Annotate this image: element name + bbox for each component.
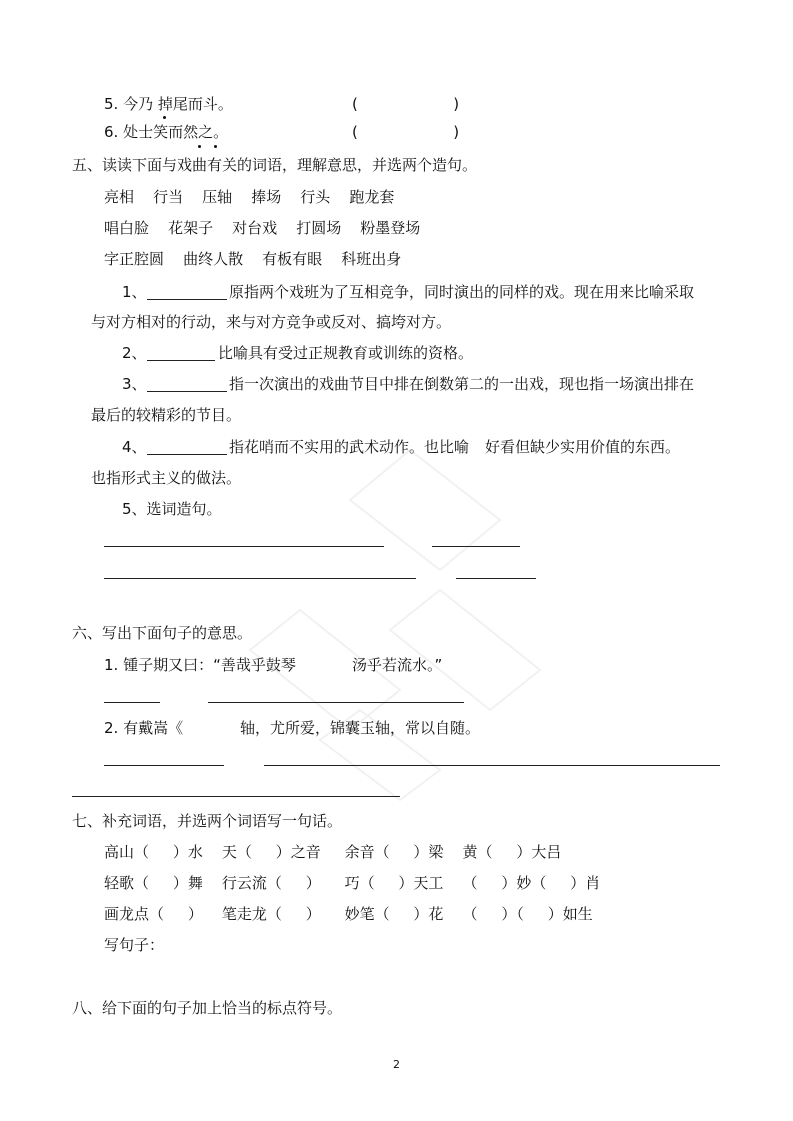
q4-item5-answer-paren: ( ) bbox=[352, 95, 460, 113]
emphasis-dot bbox=[198, 145, 201, 148]
q7-heading: 七、补充词语，并选两个词语写一句话。 bbox=[72, 812, 343, 830]
page-number: 2 bbox=[393, 1058, 400, 1071]
q6-item1-part2: 汤乎若流水。” bbox=[352, 656, 443, 674]
sentence-answer-line[interactable] bbox=[104, 546, 384, 547]
sentence-answer-line[interactable] bbox=[456, 578, 536, 579]
q5-item3-line1: 指一次演出的戏曲节目中排在倒数第二的一出戏，现也指一场演出排在 bbox=[229, 375, 695, 393]
q6-item2-part1: 2. 有戴嵩《 bbox=[104, 719, 184, 737]
q5-item4-line1b: 好看但缺少实用价值的东西。 bbox=[485, 438, 681, 456]
answer-line[interactable] bbox=[72, 796, 400, 797]
q5-item3-line2: 最后的较精彩的节目。 bbox=[91, 406, 242, 424]
q7-idiom-row-3: 画龙点（ ） 笔走龙（ ） 妙笔（ ）花 （ ）（ ）如生 bbox=[104, 905, 593, 923]
q4-item6-answer-paren: ( ) bbox=[352, 123, 460, 141]
q7-idiom-row-1: 高山（ ）水 天（ ）之音 余音（ ）梁 黄（ ）大吕 bbox=[104, 843, 562, 861]
q5-word-row-3: 字正腔圆 曲终人散 有板有眼 科班出身 bbox=[104, 250, 402, 268]
q5-item1-line1: 原指两个戏班为了互相竞争，同时演出的同样的戏。现在用来比喻采取 bbox=[229, 283, 695, 301]
sentence-answer-line[interactable] bbox=[432, 546, 520, 547]
q7-write-sentence-label: 写句子： bbox=[104, 936, 165, 954]
sentence-answer-line[interactable] bbox=[104, 578, 416, 579]
q6-item2-part2: 轴，尤所爱，锦囊玉轴，常以自随。 bbox=[240, 719, 481, 737]
q4-item6-text: 6. 处士笑而然之。 bbox=[104, 123, 229, 141]
q5-item1-number: 1、 bbox=[122, 283, 147, 301]
q5-item5: 5、选词造句。 bbox=[122, 500, 222, 518]
answer-line[interactable] bbox=[264, 765, 720, 766]
q5-word-row-2: 唱白脸 花架子 对台戏 打圆场 粉墨登场 bbox=[104, 219, 421, 237]
q5-item2-number: 2、 bbox=[122, 344, 147, 362]
q5-item1-line2: 与对方相对的行动，来与对方竞争或反对、搞垮对方。 bbox=[91, 313, 452, 331]
q5-item4-line1a: 指花哨而不实用的武术动作。也比喻 bbox=[229, 438, 470, 456]
q5-heading: 五、读读下面与戏曲有关的词语，理解意思，并选两个造句。 bbox=[72, 156, 478, 174]
answer-line[interactable] bbox=[104, 702, 160, 703]
q5-word-row-1: 亮相 行当 压轴 捧场 行头 跑龙套 bbox=[104, 188, 395, 206]
q6-item1-part1: 1. 锺子期又曰：“善哉乎鼓琴 bbox=[104, 656, 296, 674]
q5-item3-blank[interactable] bbox=[147, 391, 227, 392]
q4-item5-text: 5. 今乃 掉尾而斗。 bbox=[104, 95, 233, 113]
q5-item2-text: 比喻具有受过正规教育或训练的资格。 bbox=[218, 344, 474, 362]
q7-idiom-row-2: 轻歌（ ）舞 行云流（ ） 巧（ ）天工 （ ）妙（ ）肖 bbox=[104, 874, 601, 892]
emphasis-dot bbox=[163, 116, 166, 119]
q5-item4-number: 4、 bbox=[122, 438, 147, 456]
q6-heading: 六、写出下面句子的意思。 bbox=[72, 624, 253, 642]
q5-item4-line2: 也指形式主义的做法。 bbox=[91, 469, 242, 487]
answer-line[interactable] bbox=[104, 765, 224, 766]
q5-item4-blank[interactable] bbox=[147, 454, 227, 455]
q5-item3-number: 3、 bbox=[122, 375, 147, 393]
q5-item1-blank[interactable] bbox=[147, 299, 227, 300]
answer-line[interactable] bbox=[208, 702, 464, 703]
q8-heading: 八、给下面的句子加上恰当的标点符号。 bbox=[72, 999, 343, 1017]
q5-item2-blank[interactable] bbox=[147, 360, 215, 361]
watermark-graphic bbox=[240, 430, 570, 810]
emphasis-dot bbox=[214, 145, 217, 148]
